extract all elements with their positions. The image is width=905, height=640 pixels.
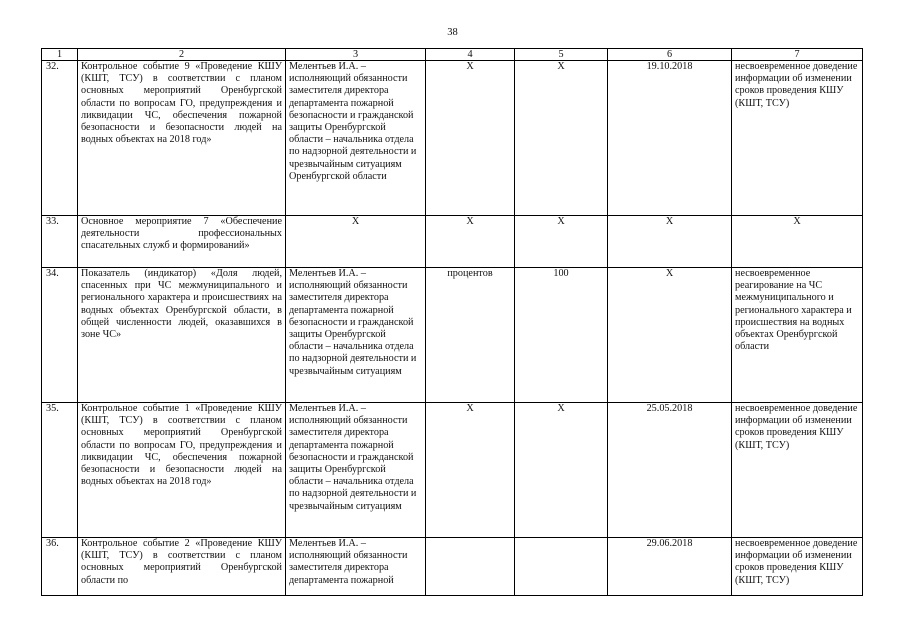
row-risk: несвоевременное доведение информации об изменении сроков проведения КШУ (КШТ, ТСУ) <box>732 61 863 216</box>
row-unit: X <box>426 216 515 268</box>
row-value: X <box>515 403 608 538</box>
row-description: Контрольное событие 1 «Проведение КШУ (КШТ, ТСУ) в соответствии с планом основных мероприятий Оренбургской области по вопросам ГО, предупреждения и ликвидации ЧС, обеспечения пожарной безопасности и безопасности людей на водных объектах на 2018 год» <box>78 403 286 538</box>
row-risk: несвоевременное доведение информации об изменении сроков проведения КШУ (КШТ, ТСУ) <box>732 538 863 596</box>
column-header: 1 <box>42 49 78 61</box>
row-description: Контрольное событие 2 «Проведение КШУ (КШТ, ТСУ) в соответствии с планом основных мероприятий Оренбургской области по <box>78 538 286 596</box>
row-description: Контрольное событие 9 «Проведение КШУ (КШТ, ТСУ) в соответствии с планом основных мероприятий Оренбургской области по вопросам ГО, предупреждения и ликвидации ЧС, обеспечения пожарной безопасности и безопасности людей на водных объектах на 2018 год» <box>78 61 286 216</box>
row-risk: несвоевременное реагирование на ЧС межмуниципального и регионального характера и происшествия на водных объектах Оренбургской области <box>732 268 863 403</box>
row-responsible: Мелентьев И.А. – исполняющий обязанности заместителя директора департамента пожарной безопасности и гражданской защиты Оренбургской области – начальника отдела по надзорной деятельности и чрезвычайным ситуациям <box>286 268 426 403</box>
column-header: 6 <box>608 49 732 61</box>
row-number: 33. <box>42 216 78 268</box>
table-row <box>42 216 863 268</box>
row-date: 29.06.2018 <box>608 538 732 596</box>
table-row <box>42 538 863 596</box>
row-number: 34. <box>42 268 78 403</box>
row-value: X <box>515 61 608 216</box>
row-unit: X <box>426 403 515 538</box>
table-row <box>42 403 863 538</box>
column-header: 2 <box>78 49 286 61</box>
row-unit: X <box>426 61 515 216</box>
row-date: X <box>608 216 732 268</box>
column-header: 3 <box>286 49 426 61</box>
row-description: Основное мероприятие 7 «Обеспечение деятельности профессиональных спасательных служб и формирований» <box>78 216 286 268</box>
row-responsible: Мелентьев И.А. – исполняющий обязанности заместителя директора департамента пожарной безопасности и гражданской защиты Оренбургской области – начальника отдела по надзорной деятельности и чрезвычайным ситуациям <box>286 403 426 538</box>
column-header: 5 <box>515 49 608 61</box>
row-risk: X <box>732 216 863 268</box>
row-value: 100 <box>515 268 608 403</box>
table-row <box>42 61 863 216</box>
row-number: 36. <box>42 538 78 596</box>
row-number: 32. <box>42 61 78 216</box>
row-value: X <box>515 216 608 268</box>
row-risk: несвоевременное доведение информации об изменении сроков проведения КШУ (КШТ, ТСУ) <box>732 403 863 538</box>
table-header-row <box>42 49 863 61</box>
report-table <box>41 48 863 596</box>
row-unit <box>426 538 515 596</box>
row-unit: процентов <box>426 268 515 403</box>
row-value <box>515 538 608 596</box>
table-row <box>42 268 863 403</box>
row-responsible: Мелентьев И.А. – исполняющий обязанности заместителя директора департамента пожарной безопасности и гражданской защиты Оренбургской области – начальника отдела по надзорной деятельности и чрезвычайным ситуациям Оренбургской области <box>286 61 426 216</box>
column-header: 7 <box>732 49 863 61</box>
row-number: 35. <box>42 403 78 538</box>
page-number: 38 <box>447 27 458 38</box>
row-responsible: Мелентьев И.А. – исполняющий обязанности заместителя директора департамента пожарной <box>286 538 426 596</box>
row-date: X <box>608 268 732 403</box>
column-header: 4 <box>426 49 515 61</box>
row-date: 19.10.2018 <box>608 61 732 216</box>
row-description: Показатель (индикатор) «Доля людей, спасенных при ЧС межмуниципального и регионального характера и происшествиях на водных объектах Оренбургской области, в общей численности людей, оказавшихся в зоне ЧС» <box>78 268 286 403</box>
row-responsible: X <box>286 216 426 268</box>
row-date: 25.05.2018 <box>608 403 732 538</box>
